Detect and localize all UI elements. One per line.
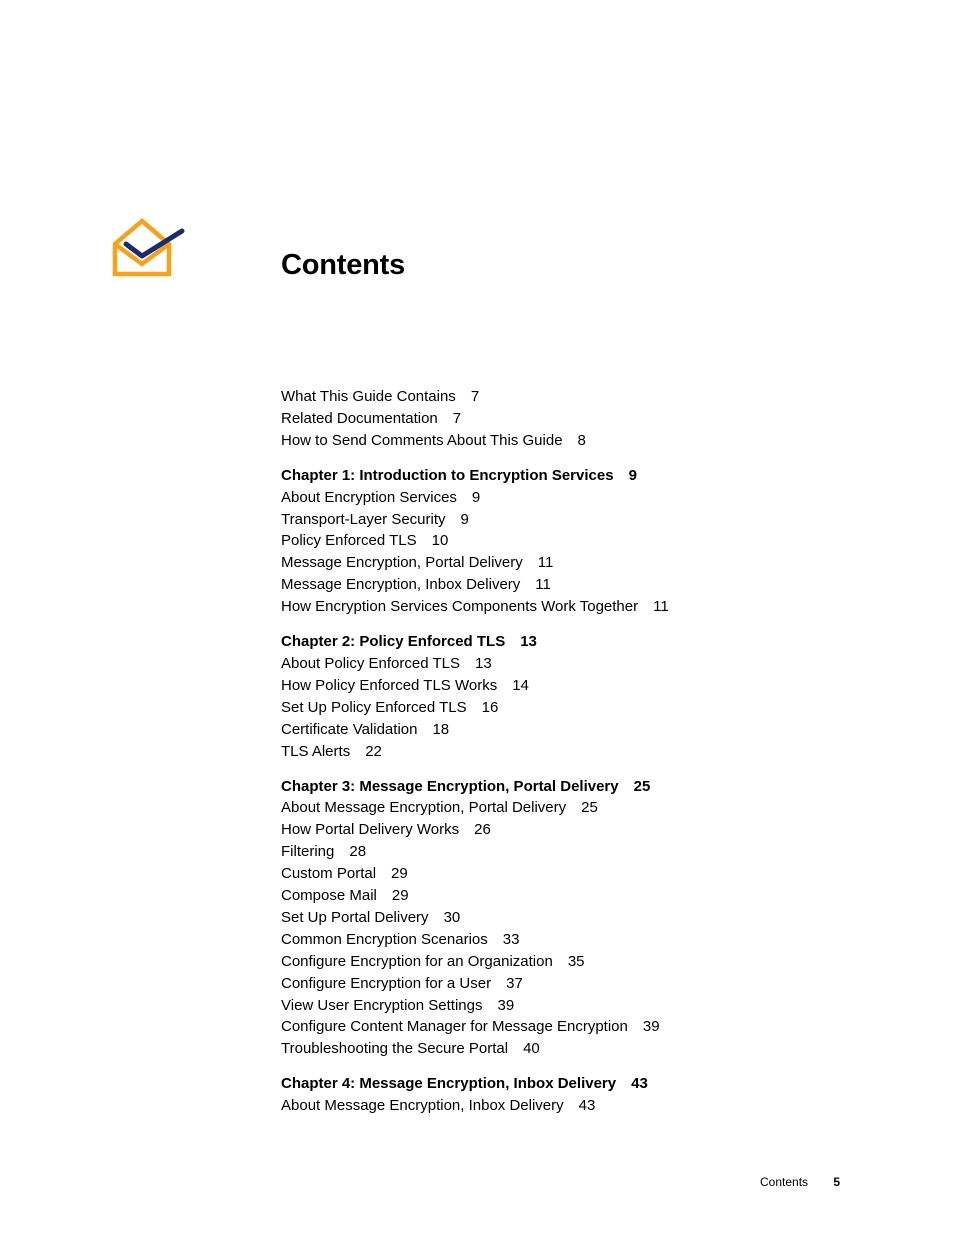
toc-entry-title: About Message Encryption, Portal Delivery [281,799,567,817]
envelope-check-icon [110,214,186,280]
toc-entry-title: Chapter 2: Policy Enforced TLS [281,633,506,651]
toc-entry-page: 9 [628,466,637,484]
toc-entry-page: 30 [443,908,461,926]
toc-entry-page: 18 [432,720,450,738]
toc-entry[interactable] [281,719,881,741]
toc-entry-title: About Message Encryption, Inbox Delivery [281,1097,564,1115]
toc-entry-page: 25 [581,799,598,817]
toc-entry-page: 25 [633,777,651,795]
toc-entry-page: 14 [512,676,529,694]
toc-entry-title: Set Up Policy Enforced TLS [281,698,467,716]
toc-entry[interactable] [281,408,881,430]
toc-section [281,776,881,1061]
toc-entry-page: 39 [642,1018,660,1036]
toc-entry[interactable] [281,995,881,1017]
toc-entry-page: 29 [391,865,408,883]
toc-entry-page: 10 [431,532,449,550]
toc-entry-page: 33 [502,930,520,948]
toc-entry-page: 43 [631,1075,648,1093]
toc-entry-title: About Encryption Services [281,488,457,506]
toc-section [281,465,881,618]
toc-entry-page: 8 [577,431,586,449]
toc-entry-page: 13 [475,654,492,672]
toc-entry-title: Custom Portal [281,865,377,883]
table-of-contents [281,386,881,1130]
toc-entry-title: Troubleshooting the Secure Portal [281,1040,509,1058]
toc-entry-title: Chapter 1: Introduction to Encryption Services [281,466,614,484]
toc-entry[interactable] [281,675,881,697]
toc-entry-page: 35 [567,952,585,970]
toc-entry[interactable] [281,596,881,618]
toc-entry-page: 43 [578,1097,596,1115]
toc-entry-page: 9 [460,510,469,528]
toc-entry-title: Message Encryption, Inbox Delivery [281,576,521,594]
toc-entry-page: 37 [506,974,523,992]
toc-entry-title: How Portal Delivery Works [281,821,460,839]
toc-entry-title: Compose Mail [281,887,377,905]
toc-entry[interactable] [281,973,881,995]
toc-section [281,386,881,452]
toc-entry[interactable] [281,653,881,675]
toc-entry[interactable] [281,951,881,973]
toc-entry-title: Configure Encryption for an Organization [281,952,553,970]
toc-entry-title: How Encryption Services Components Work Together [281,598,639,616]
toc-entry[interactable] [281,929,881,951]
toc-entry-page: 39 [497,996,515,1014]
footer-page-number: 5 [833,1175,841,1189]
toc-entry-page: 40 [523,1040,540,1058]
toc-entry-page: 26 [474,821,491,839]
page-footer [760,1174,840,1190]
toc-entry[interactable] [281,885,881,907]
toc-entry-title: TLS Alerts [281,742,351,760]
toc-entry-title: Configure Encryption for a User [281,974,492,992]
toc-entry-title: How to Send Comments About This Guide [281,431,563,449]
toc-entry[interactable] [281,841,881,863]
toc-entry-page: 28 [349,843,367,861]
toc-entry[interactable] [281,530,881,552]
toc-entry[interactable] [281,552,881,574]
toc-entry[interactable] [281,863,881,885]
toc-entry-title: Related Documentation [281,409,438,427]
toc-section [281,631,881,762]
toc-entry-page: 9 [471,488,481,506]
toc-entry[interactable] [281,907,881,929]
toc-entry-title: View User Encryption Settings [281,996,483,1014]
toc-entry[interactable] [281,1038,881,1060]
toc-entry[interactable] [281,1016,881,1038]
toc-entry[interactable] [281,741,881,763]
footer-label: Contents [760,1175,809,1189]
toc-chapter-heading[interactable] [281,631,881,653]
toc-entry[interactable] [281,574,881,596]
toc-entry-page: 11 [535,576,551,594]
toc-entry[interactable] [281,430,881,452]
toc-chapter-heading[interactable] [281,776,881,798]
toc-entry[interactable] [281,509,881,531]
toc-entry[interactable] [281,797,881,819]
toc-entry-title: About Policy Enforced TLS [281,654,460,672]
toc-entry-title: Message Encryption, Portal Delivery [281,554,523,572]
toc-section [281,1073,881,1117]
toc-entry-page: 13 [520,633,537,651]
toc-entry-page: 11 [653,598,669,616]
toc-entry-title: Chapter 4: Message Encryption, Inbox Delivery [281,1075,617,1093]
toc-entry-title: How Policy Enforced TLS Works [281,676,498,694]
toc-entry[interactable] [281,386,881,408]
toc-entry-page: 16 [481,698,499,716]
toc-entry-title: Transport-Layer Security [281,510,446,528]
toc-entry[interactable] [281,819,881,841]
toc-entry-page: 29 [391,887,409,905]
toc-chapter-heading[interactable] [281,1073,881,1095]
toc-entry-title: Common Encryption Scenarios [281,930,488,948]
toc-entry-title: Filtering [281,843,335,861]
toc-entry-title: Configure Content Manager for Message Encryption [281,1018,628,1036]
toc-entry-page: 7 [452,409,462,427]
toc-entry[interactable] [281,487,881,509]
toc-entry-page: 7 [470,388,480,405]
page-title: Contents [281,249,406,281]
toc-entry[interactable] [281,1095,881,1117]
toc-entry-page: 11 [537,554,554,572]
toc-entry-title: Certificate Validation [281,720,418,738]
toc-entry-title: Policy Enforced TLS [281,532,417,550]
toc-entry-title: What This Guide Contains [281,388,456,405]
toc-entry-title: Set Up Portal Delivery [281,908,429,926]
toc-chapter-heading[interactable] [281,465,881,487]
toc-entry-title: Chapter 3: Message Encryption, Portal Delivery [281,777,619,795]
toc-entry-page: 22 [365,742,382,760]
toc-entry[interactable] [281,697,881,719]
